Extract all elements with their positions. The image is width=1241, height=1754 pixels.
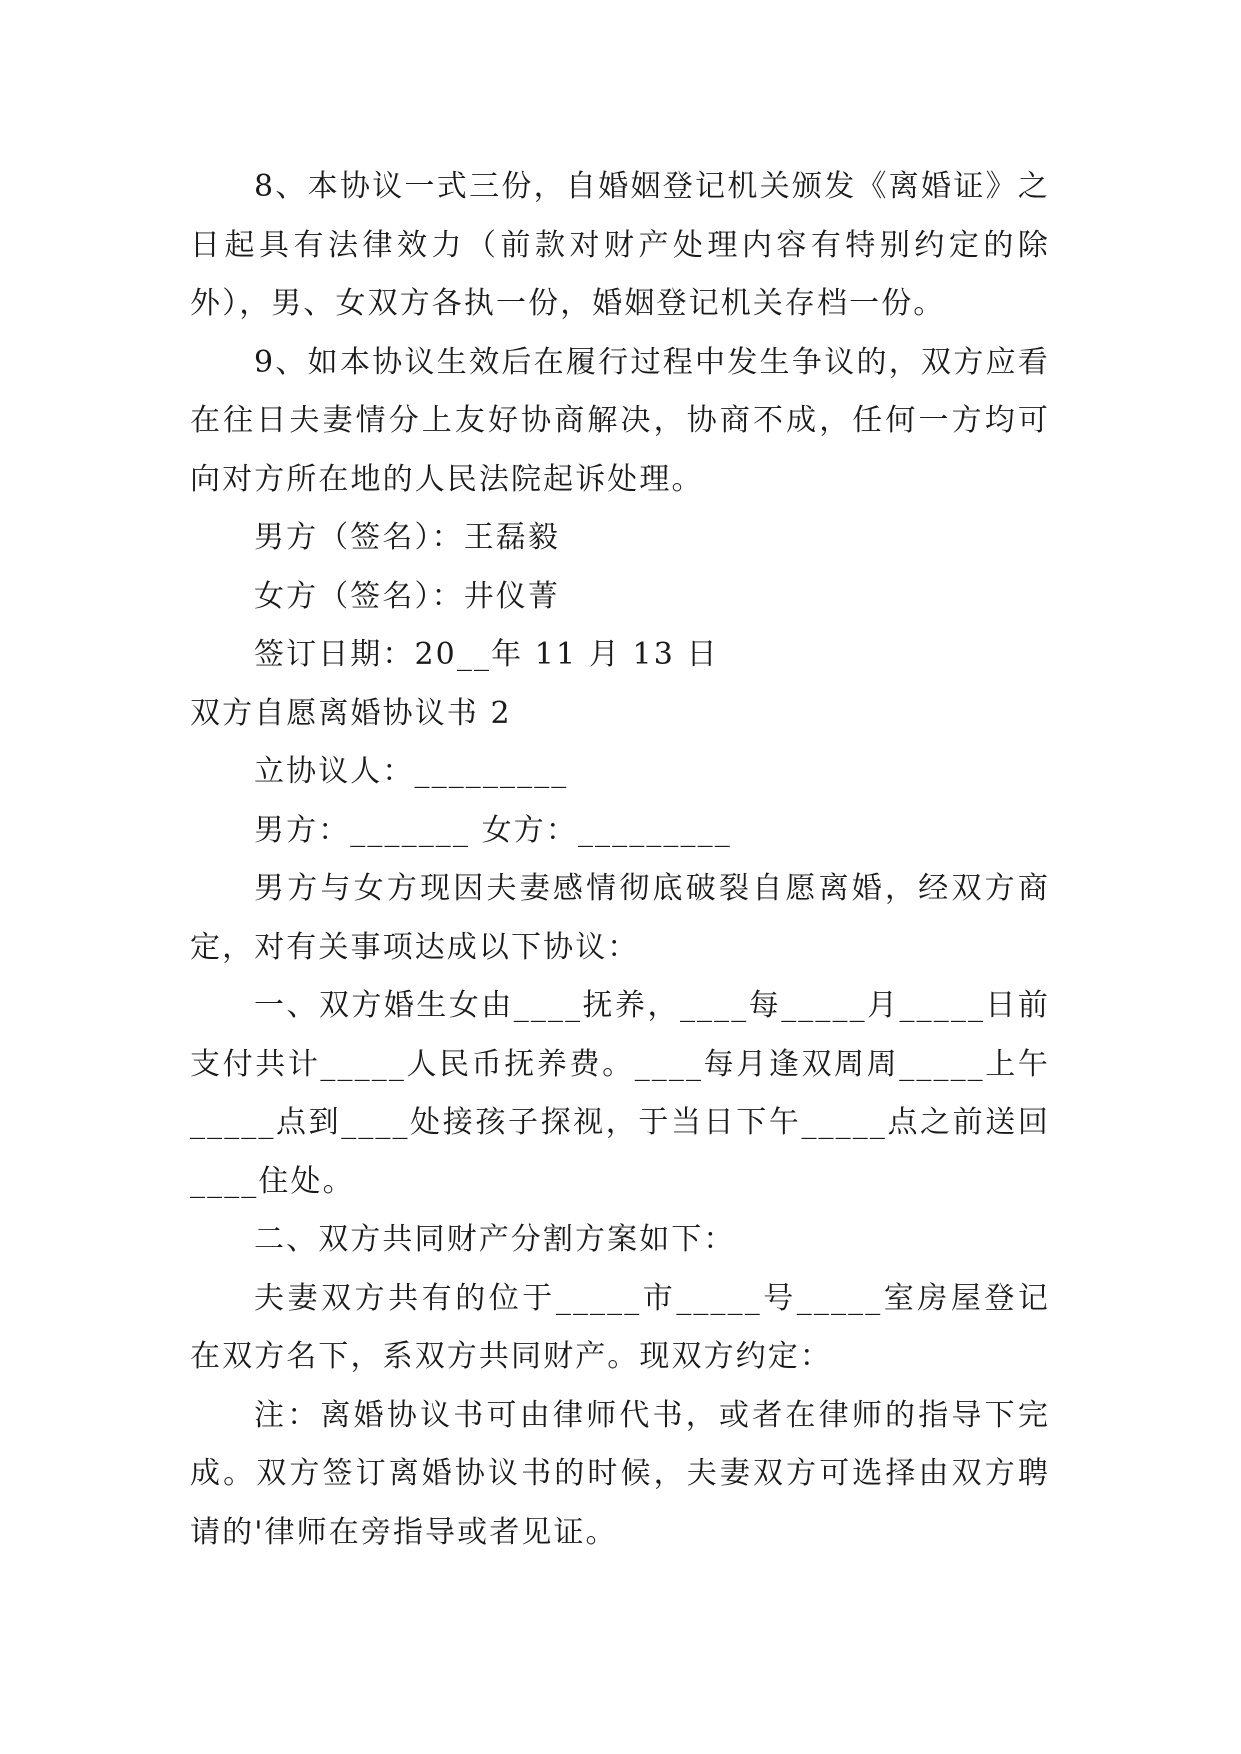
document-body [190, 158, 1050, 1562]
clause-8-paragraph: 8、本协议一式三份，自婚姻登记机关颁发《离婚证》之日起具有法律效力（前款对财产处理内容有特别约定的除外），男、女双方各执一份，婚姻登记机关存档一份。 [190, 169, 1050, 321]
parties-line: 立协议人：_________ [254, 754, 569, 789]
property-heading: 二、双方共同财产分割方案如下： [254, 1222, 736, 1257]
male-signature-line: 男方（签名）：王磊毅 [254, 520, 560, 555]
custody-paragraph: 一、双方婚生女由____抚养，____每_____月_____日前支付共计_____人民币抚养费。____每月逢双周周_____上午_____点到____处接孩子探视，于当日下午_____点之前送回____住处。 [190, 988, 1050, 1199]
male-female-line: 男方：_______ 女方：_________ [254, 812, 732, 848]
note-paragraph: 注：离婚协议书可由律师代书，或者在律师的指导下完成。双方签订离婚协议书的时候，夫妻双方可选择由双方聘请的'律师在旁指导或者见证。 [190, 1397, 1050, 1550]
clause-9-paragraph: 9、如本协议生效后在履行过程中发生争议的，双方应看在往日夫妻情分上友好协商解决，协商不成，任何一方均可向对方所在地的人民法院起诉处理。 [190, 344, 1050, 497]
signing-date-line: 签订日期：20__年 11 月 13 日 [254, 637, 719, 672]
intro-paragraph: 男方与女方现因夫妻感情彻底破裂自愿离婚，经双方商定，对有关事项达成以下协议： [190, 871, 1050, 965]
property-paragraph: 夫妻双方共有的位于_____市_____号_____室房屋登记在双方名下，系双方共同财产。现双方约定： [190, 1280, 1050, 1374]
section-heading: 双方自愿离婚协议书 2 [190, 695, 512, 731]
female-signature-line: 女方（签名）：井仪菁 [254, 578, 560, 614]
